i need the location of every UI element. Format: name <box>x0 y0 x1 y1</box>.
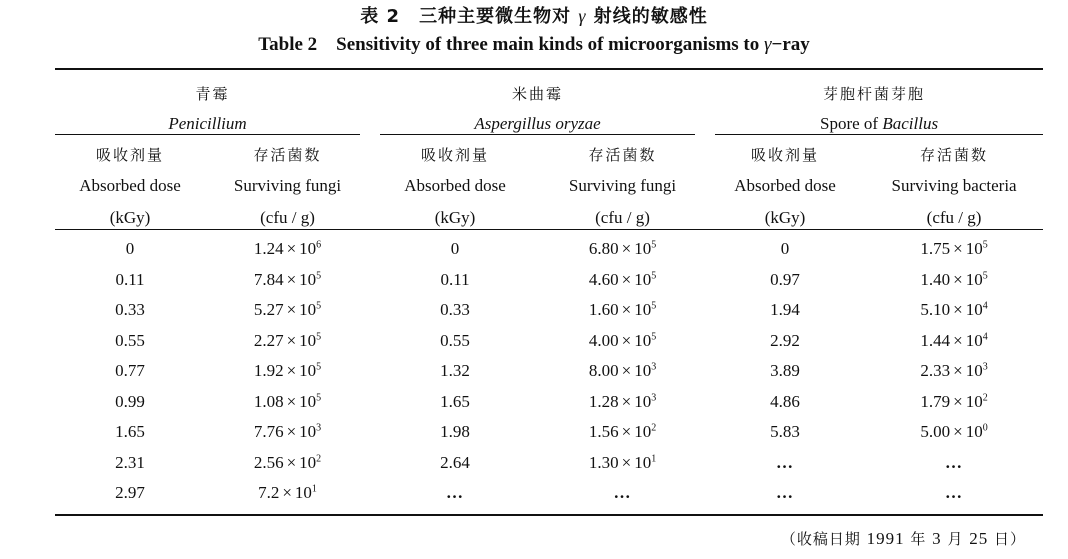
footnote-open: （收稿日期 <box>780 530 867 548</box>
count-exponent: 3 <box>982 361 988 373</box>
count-ellipsis: … <box>945 452 964 472</box>
times-sign: × <box>286 422 297 442</box>
footnote-month-unit: 月 <box>941 530 970 548</box>
table-title-chinese <box>0 4 1068 29</box>
count-mantissa: 6.80 <box>588 239 619 259</box>
times-sign: × <box>286 361 297 381</box>
count-mantissa: 1.08 <box>253 391 284 411</box>
count-ellipsis: … <box>945 483 964 503</box>
group-name-row-latin <box>55 110 1043 138</box>
count-cell <box>540 387 705 418</box>
times-sign: × <box>953 300 963 320</box>
count-base: 10 <box>965 239 983 259</box>
column-header-dose-cn: 吸收剂量 <box>95 145 164 164</box>
dose-cell: 0.97 <box>770 269 800 289</box>
dose-cell: 3.89 <box>770 361 800 381</box>
count-mantissa: 7.2 <box>258 483 280 503</box>
column-header-dose-cn: 吸收剂量 <box>421 145 490 164</box>
times-sign: × <box>953 422 963 442</box>
count-mantissa: 1.40 <box>920 269 951 289</box>
count-exponent: 5 <box>651 300 657 312</box>
count-base: 10 <box>299 269 317 289</box>
count-cell <box>865 448 1043 479</box>
column-header-dose-unit: (kGy) <box>434 208 476 227</box>
count-exponent: 3 <box>651 392 657 404</box>
column-header-dose-en: Absorbed dose <box>79 176 181 195</box>
count-mantissa: 8.00 <box>588 361 619 381</box>
dose-cell: 0 <box>125 239 135 259</box>
count-cell <box>865 478 1043 509</box>
group-name-cn: 芽胞杆菌芽胞 <box>823 84 926 103</box>
times-sign: × <box>621 300 632 320</box>
count-mantissa: 1.60 <box>588 300 619 320</box>
count-cell <box>205 478 370 509</box>
title-cn-gamma: γ <box>578 6 587 26</box>
dose-cell: 5.83 <box>770 422 800 442</box>
count-cell <box>205 387 370 418</box>
column-header-count-en: Surviving bacteria <box>891 176 1017 195</box>
count-cell <box>540 448 705 479</box>
count-mantissa: 2.27 <box>253 330 284 350</box>
count-cell <box>205 265 370 296</box>
group-name-latin: Penicillium <box>168 113 247 133</box>
title-en-suffix: −ray <box>771 34 810 55</box>
count-base: 10 <box>634 422 652 442</box>
count-base: 10 <box>299 422 317 442</box>
count-exponent: 5 <box>982 239 988 251</box>
count-cell <box>865 295 1043 326</box>
column-header-dose-cn: 吸收剂量 <box>751 145 820 164</box>
count-cell <box>865 356 1043 387</box>
dose-cell: 1.94 <box>770 300 800 320</box>
count-cell <box>540 478 705 509</box>
title-cn-suffix: 射线的敏感性 <box>586 6 708 27</box>
count-cell <box>205 448 370 479</box>
footnote-day-unit: 日） <box>988 530 1026 548</box>
dose-cell: 0 <box>780 239 790 259</box>
times-sign: × <box>953 269 963 289</box>
table-row <box>55 234 1043 265</box>
dose-cell: 0 <box>450 239 460 259</box>
column-header-count-cn: 存活菌数 <box>253 145 322 164</box>
footnote-month: 3 <box>932 529 942 548</box>
count-mantissa: 1.44 <box>920 330 951 350</box>
count-base: 10 <box>634 269 652 289</box>
column-header-dose-en: Absorbed dose <box>734 176 836 195</box>
table-row <box>55 448 1043 479</box>
count-exponent: 2 <box>982 392 988 404</box>
count-base: 10 <box>299 239 317 259</box>
column-header-count-unit: (cfu / g) <box>260 208 315 227</box>
times-sign: × <box>286 330 297 350</box>
group-name-latin-prefix: Spore of <box>820 113 883 133</box>
count-mantissa: 7.84 <box>253 269 284 289</box>
dose-cell: … <box>776 452 795 472</box>
table-row <box>55 326 1043 357</box>
count-mantissa: 1.30 <box>588 452 619 472</box>
group-name-latin: Bacillus <box>882 113 939 133</box>
count-cell <box>540 234 705 265</box>
times-sign: × <box>621 361 632 381</box>
count-exponent: 5 <box>651 331 657 343</box>
column-header-count-cn: 存活菌数 <box>588 145 657 164</box>
count-base: 10 <box>299 361 317 381</box>
sensitivity-table <box>55 76 1043 509</box>
count-exponent: 5 <box>316 270 322 282</box>
dose-cell: … <box>776 483 795 503</box>
count-base: 10 <box>299 391 317 411</box>
column-header-count-unit: (cfu / g) <box>595 208 650 227</box>
count-mantissa: 4.60 <box>588 269 619 289</box>
count-cell <box>205 417 370 448</box>
times-sign: × <box>621 391 632 411</box>
title-en-gamma: γ <box>764 34 772 55</box>
count-cell <box>540 295 705 326</box>
table-row <box>55 478 1043 509</box>
dose-cell: 4.86 <box>770 391 800 411</box>
group-name-cn: 米曲霉 <box>512 84 564 103</box>
count-exponent: 1 <box>651 453 657 465</box>
dose-cell: 0.55 <box>115 330 145 350</box>
count-exponent: 3 <box>316 422 322 434</box>
dose-cell: 0.33 <box>115 300 145 320</box>
count-exponent: 0 <box>982 422 988 434</box>
count-mantissa: 5.27 <box>253 300 284 320</box>
times-sign: × <box>621 239 632 259</box>
dose-cell: 2.31 <box>115 452 145 472</box>
group-name-latin-cell <box>705 110 1043 138</box>
column-header-count-en: Surviving fungi <box>568 176 677 195</box>
table-bottom-rule <box>55 514 1043 516</box>
times-sign: × <box>286 269 297 289</box>
column-header-count-en: Surviving fungi <box>233 176 342 195</box>
column-header-dose-en: Absorbed dose <box>404 176 506 195</box>
count-base: 10 <box>965 361 983 381</box>
count-cell <box>540 326 705 357</box>
count-exponent: 5 <box>982 270 988 282</box>
count-cell <box>205 356 370 387</box>
column-header-dose-unit: (kGy) <box>109 208 151 227</box>
count-base: 10 <box>965 422 983 442</box>
column-header-count-unit: (cfu / g) <box>926 208 982 227</box>
count-mantissa: 1.28 <box>588 391 619 411</box>
count-mantissa: 1.56 <box>588 422 619 442</box>
count-exponent: 5 <box>651 270 657 282</box>
times-sign: × <box>282 483 292 503</box>
count-cell <box>540 356 705 387</box>
count-cell <box>865 387 1043 418</box>
dose-cell: 1.65 <box>440 391 470 411</box>
count-base: 10 <box>294 483 312 503</box>
count-exponent: 4 <box>982 300 988 312</box>
count-exponent: 5 <box>316 361 322 373</box>
times-sign: × <box>953 391 963 411</box>
times-sign: × <box>953 361 963 381</box>
table-body <box>55 234 1043 509</box>
count-exponent: 5 <box>316 331 322 343</box>
footnote-year-unit: 年 <box>904 530 933 548</box>
dose-cell: 1.98 <box>440 422 470 442</box>
group-name-cn: 青霉 <box>195 84 230 103</box>
times-sign: × <box>621 422 632 442</box>
count-ellipsis: … <box>613 483 632 503</box>
count-cell <box>865 234 1043 265</box>
count-base: 10 <box>634 330 652 350</box>
table-row <box>55 265 1043 296</box>
header-rule <box>55 229 1043 230</box>
dose-cell: 0.11 <box>115 269 145 289</box>
footnote-day: 25 <box>969 529 989 548</box>
dose-cell: 2.64 <box>440 452 470 472</box>
column-header-count-cn: 存活菌数 <box>920 145 989 164</box>
dose-cell: 0.55 <box>440 330 470 350</box>
count-mantissa: 1.92 <box>253 361 284 381</box>
times-sign: × <box>953 330 963 350</box>
table-row <box>55 295 1043 326</box>
times-sign: × <box>953 239 963 259</box>
count-exponent: 1 <box>311 483 317 495</box>
count-exponent: 2 <box>651 422 657 434</box>
table-top-rule <box>55 68 1043 70</box>
count-mantissa: 2.56 <box>253 452 284 472</box>
count-exponent: 4 <box>982 331 988 343</box>
received-date-note <box>781 528 1026 549</box>
dose-cell: 0.33 <box>440 300 470 320</box>
count-base: 10 <box>965 330 983 350</box>
count-base: 10 <box>299 300 317 320</box>
times-sign: × <box>621 269 632 289</box>
count-exponent: 5 <box>316 392 322 404</box>
count-base: 10 <box>634 361 652 381</box>
title-en-prefix: Table 2 Sensitivity of three main kinds of microorganisms to <box>258 34 765 55</box>
dose-cell: 1.32 <box>440 361 470 381</box>
group-name-latin-cell <box>55 110 370 138</box>
count-cell <box>865 265 1043 296</box>
table-row <box>55 417 1043 448</box>
count-mantissa: 5.00 <box>920 422 951 442</box>
dose-cell: … <box>446 483 465 503</box>
count-exponent: 5 <box>651 239 657 251</box>
count-cell <box>865 417 1043 448</box>
count-mantissa: 7.76 <box>253 422 284 442</box>
dose-cell: 2.92 <box>770 330 800 350</box>
count-base: 10 <box>965 300 983 320</box>
times-sign: × <box>621 330 632 350</box>
column-header-row-cn <box>55 138 1043 170</box>
table-row <box>55 387 1043 418</box>
count-mantissa: 1.24 <box>253 239 284 259</box>
column-header-dose-unit: (kGy) <box>764 208 806 227</box>
title-cn-prefix: 表 2 三种主要微生物对 <box>360 6 579 27</box>
count-base: 10 <box>965 269 983 289</box>
dose-cell: 0.11 <box>440 269 470 289</box>
count-exponent: 6 <box>316 239 322 251</box>
footnote-year: 1991 <box>866 529 905 548</box>
count-mantissa: 1.79 <box>920 391 951 411</box>
count-cell <box>205 295 370 326</box>
times-sign: × <box>286 391 297 411</box>
table-title-english <box>0 33 1068 57</box>
count-base: 10 <box>634 391 652 411</box>
times-sign: × <box>286 300 297 320</box>
group-name-latin: Aspergillus oryzae <box>474 113 601 133</box>
count-cell <box>540 417 705 448</box>
count-base: 10 <box>634 452 652 472</box>
group-name-latin-cell <box>370 110 705 138</box>
dose-cell: 2.97 <box>115 483 145 503</box>
count-base: 10 <box>299 452 317 472</box>
count-exponent: 2 <box>316 453 322 465</box>
count-base: 10 <box>965 391 983 411</box>
count-base: 10 <box>634 300 652 320</box>
count-exponent: 3 <box>651 361 657 373</box>
count-cell <box>205 234 370 265</box>
dose-cell: 1.65 <box>115 422 145 442</box>
count-exponent: 5 <box>316 300 322 312</box>
count-cell <box>540 265 705 296</box>
count-mantissa: 4.00 <box>588 330 619 350</box>
count-cell <box>205 326 370 357</box>
dose-cell: 0.77 <box>115 361 145 381</box>
times-sign: × <box>621 452 632 472</box>
dose-cell: 0.99 <box>115 391 145 411</box>
times-sign: × <box>286 239 297 259</box>
group-name-row-cn <box>55 76 1043 110</box>
count-base: 10 <box>634 239 652 259</box>
times-sign: × <box>286 452 297 472</box>
count-mantissa: 2.33 <box>920 361 951 381</box>
table-row <box>55 356 1043 387</box>
count-cell <box>865 326 1043 357</box>
column-header-row-en <box>55 170 1043 202</box>
count-mantissa: 1.75 <box>920 239 951 259</box>
count-mantissa: 5.10 <box>920 300 951 320</box>
count-base: 10 <box>299 330 317 350</box>
